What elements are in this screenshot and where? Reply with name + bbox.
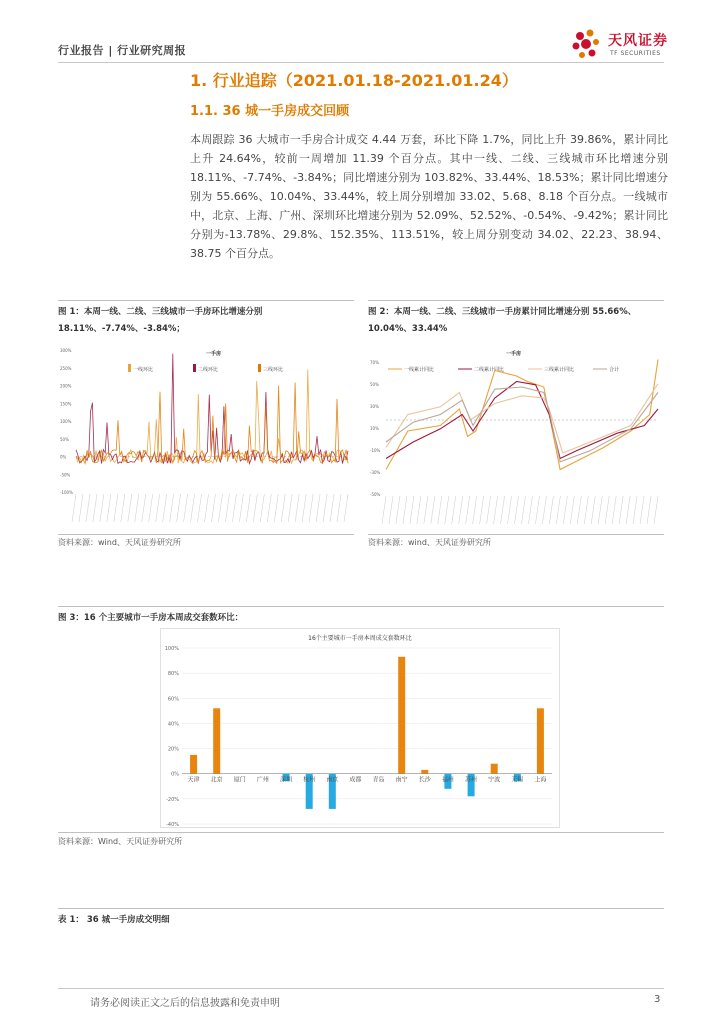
fig1-x-tick [267,494,271,522]
fig1-x-tick [184,494,188,522]
fig3-category-label: 无锡 [511,776,524,784]
figure1-top-rule [58,300,354,301]
figure3-svg [160,628,560,828]
fig3-category-label: 广州 [256,776,269,784]
fig3-y-tick: 20% [167,746,179,753]
fig3-bar [190,755,197,774]
fig1-x-tick [79,494,83,522]
fig2-x-tick [389,496,393,524]
fig3-category-label: 上海 [534,776,547,784]
logo-sub: TF SECURITIES [610,50,661,57]
fig1-x-tick [135,494,139,522]
fig1-x-tick [246,494,250,522]
fig3-category-label: 宁波 [488,776,501,784]
fig1-x-tick [337,494,341,522]
figure3-top-rule [58,606,664,607]
fig1-x-tick [114,494,118,522]
figure3-caption: 图 3：16 个主要城市一手房本周成交套数环比： [58,613,244,623]
fig1-x-tick [330,494,334,522]
fig1-x-tick [218,494,222,522]
fig1-x-tick [93,494,97,522]
figure3-source: 资料来源：Wind、天风证券研究所 [58,837,183,846]
fig2-x-tick [605,496,609,524]
fig2-x-tick [619,496,623,524]
figure2-source: 资料来源：wind、天风证券研究所 [368,538,491,547]
fig2-y-tick: -30% [370,470,381,475]
fig2-series-line [386,387,658,462]
fig2-x-tick [612,496,616,524]
figure2-top-rule [368,300,664,301]
figure1-caption: 图 1：本周一线、二线、三线城市一手房环比增速分别 18.11%、-7.74%、-3.84%； [58,307,263,334]
fig2-x-tick [563,496,567,524]
fig1-legend-swatch [258,364,261,372]
fig2-y-tick: 50% [370,382,379,387]
fig1-x-tick [295,494,299,522]
fig1-x-tick [344,494,348,522]
fig3-category-label: 南京 [326,776,339,784]
fig2-y-tick: -10% [370,448,381,453]
fig1-x-tick [163,494,167,522]
fig1-x-tick [177,494,181,522]
figure1-svg [58,340,354,532]
fig3-y-tick: 40% [167,721,179,728]
subsection-heading: 1.1. 36 城一手房成交回顾 [190,104,350,119]
fig1-x-tick [302,494,306,522]
fig1-title: 一手房 [206,351,222,357]
fig2-x-tick [459,496,463,524]
fig2-x-tick [473,496,477,524]
fig1-x-tick [149,494,153,522]
fig2-x-tick [521,496,525,524]
figure3-bottom-rule [58,832,664,833]
fig1-x-tick [211,494,215,522]
fig1-x-tick [225,494,229,522]
fig1-x-tick [128,494,132,522]
fig1-x-tick [72,494,76,522]
logo-name: 天风证券 [608,33,668,49]
fig3-bar [421,770,428,774]
fig2-legend-label: 三线累计同比 [544,367,575,373]
fig3-category-label: 北京 [210,776,223,784]
fig1-y-tick: 150% [60,401,72,407]
fig2-x-tick [528,496,532,524]
fig1-x-tick [191,494,195,522]
fig2-x-tick [640,496,644,524]
fig1-y-tick: 250% [60,365,72,371]
report-type: 行业报告 | 行业研究周报 [58,44,187,57]
figure2-chart [368,340,664,532]
fig1-legend-label: 一线环比 [133,367,154,373]
fig3-category-label: 杭州 [303,776,316,784]
fig3-category-label: 福州 [441,776,454,784]
header-divider [58,62,664,63]
fig1-legend-swatch [193,364,196,372]
fig2-x-tick [466,496,470,524]
fig3-bar [491,764,498,774]
fig2-title: 一手房 [506,351,522,357]
figure3-chart [160,628,560,828]
fig3-y-tick: 0% [171,771,179,778]
fig3-bar [537,708,544,773]
fig2-x-tick [515,496,519,524]
fig2-x-tick [431,496,435,524]
fig2-x-tick [556,496,560,524]
fig1-x-tick [260,494,264,522]
table1-top-rule [58,908,664,909]
fig2-x-tick [438,496,442,524]
fig3-y-tick: 100% [164,646,179,652]
fig1-x-tick [316,494,320,522]
fig2-x-tick [570,496,574,524]
fig3-category-label: 厦门 [233,776,246,784]
fig1-x-tick [274,494,278,522]
fig2-y-tick: 30% [370,404,379,409]
table1-caption: 表 1： 36 城一手房成交明细 [58,915,170,925]
fig2-x-tick [577,496,581,524]
fig2-x-tick [382,496,386,524]
fig2-x-tick [584,496,588,524]
fig1-legend-label: 二线环比 [198,367,219,373]
fig1-y-tick: 50% [60,436,69,442]
fig3-y-tick: -40% [166,822,179,828]
fig2-x-tick [417,496,421,524]
fig2-x-tick [445,496,449,524]
fig3-category-label: 长沙 [418,776,431,784]
fig1-x-tick [198,494,202,522]
fig1-legend-swatch [128,364,131,372]
fig2-x-tick [626,496,630,524]
footer-divider [58,988,664,989]
fig1-x-tick [170,494,174,522]
fig3-y-tick: 80% [167,671,179,678]
fig3-bar [213,708,220,773]
fig2-x-tick [591,496,595,524]
fig2-x-tick [535,496,539,524]
fig2-x-tick [487,496,491,524]
fig3-y-tick: 60% [167,696,179,703]
figure2-svg [368,340,664,532]
fig2-x-tick [494,496,498,524]
fig2-x-tick [654,496,658,524]
fig3-category-label: 苏州 [465,776,478,784]
section-heading: 1. 行业追踪（2021.01.18-2021.01.24） [190,71,518,90]
fig2-x-tick [549,496,553,524]
fig1-x-tick [232,494,236,522]
fig2-x-tick [647,496,651,524]
fig1-series-line [76,370,348,464]
fig1-x-tick [86,494,90,522]
fig2-series-line [386,360,658,470]
page-number: 3 [654,994,661,1005]
fig2-x-tick [396,496,400,524]
fig3-category-label: 成都 [349,776,362,784]
fig3-frame [161,629,560,828]
fig3-category-label: 青岛 [372,776,385,784]
fig1-y-tick: -100% [60,490,73,495]
fig1-x-tick [107,494,111,522]
fig2-legend-label: 合计 [609,367,620,373]
fig1-y-tick: 200% [60,383,72,389]
fig2-legend-label: 一线累计同比 [404,367,435,373]
fig2-x-tick [508,496,512,524]
fig2-y-tick: 70% [370,360,379,365]
fig1-x-tick [309,494,313,522]
body-paragraph: 本周跟踪 36 大城市一手房合计成交 4.44 万套，环比下降 1.7%，同比上升 39.86%，累计同比上升 24.64%，较前一周增加 11.39 个百分点。其中一线、二线、三线城市环比增速分别 18.11%、-7.74%、-3.84%；同比增速分别为 103.82%、33.44%、18.53%；累计同比增速分别为 55.66%、10.04%、33.44%，较上周分别增加 33.02、5.68、8.18 个百分点。一线城市中，北京、上海、广州、深圳环比增速分别为 52.09%、52.52%、-0.54%、-9.42%；累计同比分别为-13.78%、29.8%、152.35%、113.51%，较上周分别变动 34.02、22.23、38.94、38.75 个百分点。 [190,133,668,260]
figure1-source: 资料来源：wind、天风证券研究所 [58,538,181,547]
fig2-legend-label: 二线累计同比 [474,367,505,373]
fig2-x-tick [424,496,428,524]
fig2-x-tick [542,496,546,524]
fig1-legend-label: 三线环比 [263,367,284,373]
figure2-bottom-rule [368,534,664,535]
fig1-x-tick [288,494,292,522]
fig3-y-tick: -20% [166,796,179,803]
fig1-x-tick [281,494,285,522]
fig1-x-tick [253,494,257,522]
fig1-y-tick: 0% [60,454,67,460]
figure2-caption: 图 2：本周一线、二线、三线城市一手房累计同比增速分别 55.66%、10.04%、33.44% [368,307,637,334]
fig2-x-tick [598,496,602,524]
fig2-x-tick [480,496,484,524]
fig1-y-tick: 100% [60,419,72,424]
fig1-x-tick [100,494,104,522]
fig2-y-tick: -50% [370,492,381,497]
fig2-x-tick [452,496,456,524]
fig1-y-tick: 300% [60,348,72,353]
fig2-x-tick [403,496,407,524]
fig2-y-tick: 10% [370,426,379,431]
fig3-category-label: 天津 [187,776,200,784]
fig1-x-tick [142,494,146,522]
logo [570,28,670,64]
fig1-x-tick [156,494,160,522]
fig3-bar [398,657,405,774]
logo-mark-icon [570,28,606,64]
fig3-title: 16个主要城市一手房本周成交套数环比 [308,635,412,642]
fig3-category-label: 深圳 [280,776,293,784]
fig1-x-tick [121,494,125,522]
fig1-y-tick: -50% [60,472,71,478]
fig2-x-tick [633,496,637,524]
fig1-x-tick [239,494,243,522]
footer-disclaimer: 请务必阅读正文之后的信息披露和免责申明 [90,998,280,1009]
figure1-bottom-rule [58,534,354,535]
fig2-x-tick [410,496,414,524]
fig2-x-tick [501,496,505,524]
fig1-x-tick [323,494,327,522]
fig1-x-tick [205,494,209,522]
figure1-chart [58,340,354,532]
fig3-category-label: 南宁 [395,776,408,784]
